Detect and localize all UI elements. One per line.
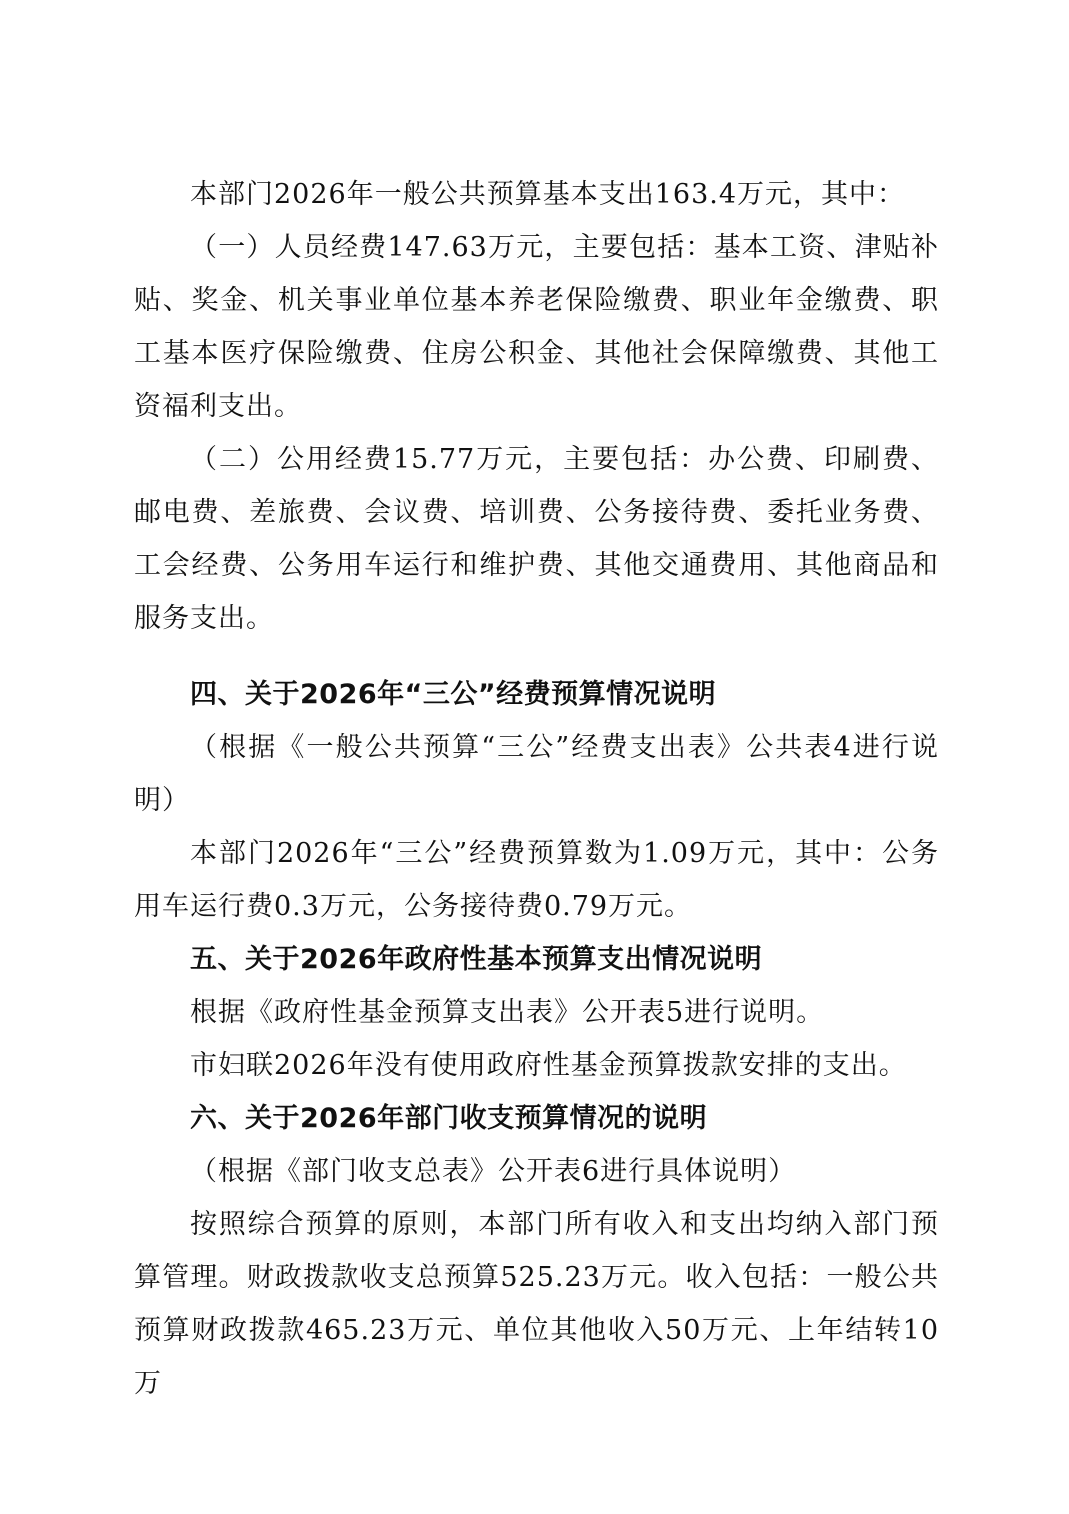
paragraph-personnel-expenses: （一）人员经费147.63万元，主要包括：基本工资、津贴补贴、奖金、机关事业单位基本养老保险缴费、职业年金缴费、职工基本医疗保险缴费、住房公积金、其他社会保障缴费、其他工资福利支出。: [134, 232, 939, 422]
paragraph-public-expenses: （二）公用经费15.77万元，主要包括：办公费、印刷费、邮电费、差旅费、会议费、培训费、公务接待费、委托业务费、工会经费、公务用车运行和维护费、其他交通费用、其他商品和服务支出。: [134, 444, 939, 634]
paragraph-section-5-note: 根据《政府性基金预算支出表》公开表5进行说明。: [190, 997, 825, 1028]
paragraph-basic-expenditure: 本部门2026年一般公共预算基本支出163.4万元，其中：: [190, 179, 906, 210]
section-heading-4: 四、关于2026年“三公”经费预算情况说明: [190, 679, 717, 710]
section-heading-5: 五、关于2026年政府性基本预算支出情况说明: [190, 944, 763, 975]
paragraph-government-fund: 市妇联2026年没有使用政府性基金预算拨款安排的支出。: [190, 1050, 907, 1081]
paragraph-budget-summary: 按照综合预算的原则，本部门所有收入和支出均纳入部门预算管理。财政拨款收支总预算525.23万元。收入包括：一般公共预算财政拨款465.23万元、单位其他收入50万元、上年结转10万: [134, 1209, 939, 1399]
section-heading-6: 六、关于2026年部门收支预算情况的说明: [190, 1103, 708, 1134]
paragraph-section-4-note: （根据《一般公共预算“三公”经费支出表》公共表4进行说明）: [134, 732, 939, 816]
paragraph-three-public-expenses: 本部门2026年“三公”经费预算数为1.09万元，其中：公务用车运行费0.3万元，公务接待费0.79万元。: [134, 838, 939, 922]
paragraph-section-6-note: （根据《部门收支总表》公开表6进行具体说明）: [190, 1156, 797, 1187]
document-body: [134, 168, 939, 1410]
